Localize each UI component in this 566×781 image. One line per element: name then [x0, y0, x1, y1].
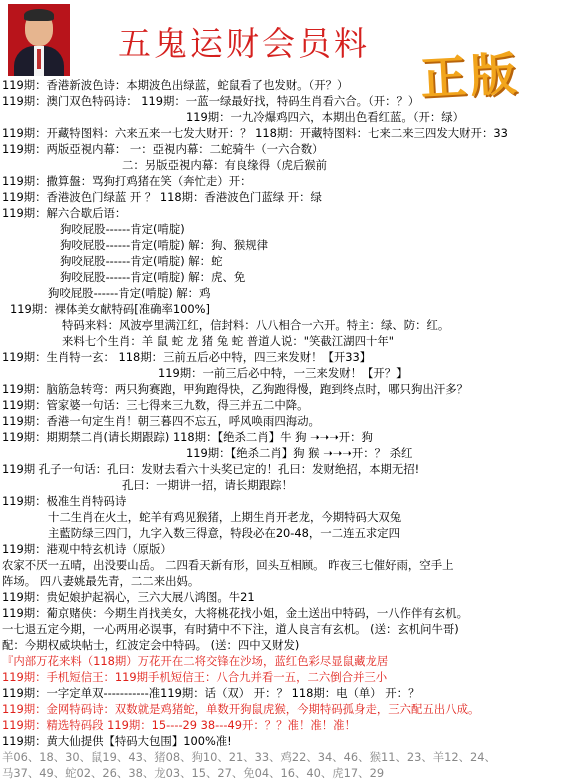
text-line: 119期：香港新波色诗：本期波色出绿蓝，蛇鼠看了也发财。（开？） [2, 78, 349, 92]
text-line: 狗咬屁股------肯定(啃腚) 解：虎、免 [60, 270, 246, 284]
text-line: 119期：裸体美女献特码[准确率100%] [10, 302, 210, 316]
text-line: 十二生肖在火土，蛇羊有鸡见猴猪，上期生肖开老龙，今期特码大双兔 [48, 510, 402, 524]
text-line: 来料七个生肖：羊 鼠 蛇 龙 猪 兔 蛇 普道人说："笑截江湖四十年" [62, 334, 394, 348]
text-line: 119期：撒算盤：骂狗打鸡猪在笑（奔忙走）开： [2, 174, 252, 188]
text-line: 二：另版亞視内幕：有良缘得（虎后猴前 [122, 158, 328, 172]
text-line: 119期：葡京赌侠：今期生肖找美女，大将桃花找小姐，金土送出中特码，一八作伴有玄机。 [2, 606, 468, 620]
page-title: 五鬼运财会员料 [118, 24, 370, 63]
text-line: 119期：精选特码段 119期：15----29 38---49开：？？准！准！准！ [2, 718, 356, 732]
text-line: 主藍防绿三四门，九字入数三得意，特段必在20-48，一二连五求定四 [48, 526, 401, 540]
portrait-tie [37, 49, 41, 69]
text-line: 羊06、18、30、鼠19、43、猪08、狗10、21、33、鸡22、34、46、猴11、23、羊12、24、 [2, 750, 496, 764]
text-line: 119期：手机短信王：119期手机短信王：八合九并看一五，二六倒合并三小 [2, 670, 388, 684]
text-line: 一七退五定今期，一心两用必误事，有时猜中不下注，道人良言有玄机。 (送：玄机问牛哥) [2, 622, 459, 636]
text-line: 配：今期权威块帖士，红波定会中特码。 (送：四中又财发) [2, 638, 300, 652]
text-line: 119期：一九冷爆鸡四六，本期出色看红蓝。（开：绿） [186, 110, 465, 124]
text-line: 119期：黄大仙提供【特码大包围】100%准! [2, 734, 232, 748]
portrait-hair [24, 9, 54, 21]
text-line: 119期：金网特码诗：双数就是鸡猪蛇，单数开狗鼠虎猴，今期特码孤身走，三六配五出八成。 [2, 702, 480, 716]
text-line: 119期：开藏特图料：六来五来一七发大财开：？ 118期：开藏特图料：七来二来三四发大财开：33 [2, 126, 508, 140]
text-line: 农家不厌一五晴，出没要山岳。 二四看天新有形，回头互相顾。 昨夜三七催好雨，空手上 [2, 558, 454, 572]
text-line: 119期：澳门双色特码诗： 119期：一蓝一绿最好找，特码生肖看六合。（开：？） [2, 94, 420, 108]
text-line: 119期：极准生肖特码诗 [2, 494, 127, 508]
text-line: 119期：港观中特玄机诗（原版） [2, 542, 172, 556]
text-line: 119期：管家婆一句话：三七得来三九数，得三并五二中降。 [2, 398, 309, 412]
text-line: 119期：解六合歇后语： [2, 206, 127, 220]
text-line: 119期：香港波色门绿蓝 开 ？ 118期：香港波色门蓝绿 开：绿 [2, 190, 322, 204]
genuine-stamp: 正版 [418, 46, 522, 106]
text-line: 119期 孔子一句话：孔曰：发财去看六十头奖已定的！孔曰：发财绝招，本期无招! [2, 462, 420, 476]
text-line: 狗咬屁股------肯定(啃腚) 解：狗、猴规律 [60, 238, 269, 252]
text-line: 『内部万花来料（118期）万花开在二将交锋在沙场，蓝红色彩尽显鼠藏龙居 [2, 654, 389, 668]
text-line: 119期：一字定单双-----------准119期：话（双） 开：？ 118期：电（单） 开：？ [2, 686, 420, 700]
text-line: 119期：脑筋急转弯：两只狗赛跑，甲狗跑得快，乙狗跑得慢，跑到终点时，哪只狗出汗多？ [2, 382, 468, 396]
text-line: 119期：【绝杀二肖】狗 猴 ➝➝➝开：？ 杀红 [186, 446, 413, 460]
text-line: 119期：期期禁二肖(请长期跟踪) 118期：【绝杀二肖】牛 狗 ➝➝➝开：狗 [2, 430, 373, 444]
text-line: 特码来料：风波亭里满江红，信封料：八八相合一六开。特主：绿、防：红。 [62, 318, 450, 332]
text-line: 119期：生肖特一玄： 118期：三前五后必中特，四三来发财！【开33】 [2, 350, 372, 364]
text-line: 119期：一前三后必中特，一三来发财！【开？】 [158, 366, 408, 380]
text-line: 狗咬屁股------肯定(啃腚) [60, 222, 185, 236]
text-line: 狗咬屁股------肯定(啃腚) 解：鸡 [48, 286, 211, 300]
text-line: 119期：香港一句定生肖！朝三暮四不忘五，呼风唤雨四海动。 [2, 414, 320, 428]
text-line: 阵场。 四八妻姚最先青，二二来出妈。 [2, 574, 200, 588]
text-line: 119期：贵妃娘护起祸心，三六大展八鸿图。牛21 [2, 590, 255, 604]
text-line: 119期：两版亞視内幕： 一：亞視内幕：二蛇骑牛（一六合数） [2, 142, 324, 156]
text-line: 狗咬屁股------肯定(啃腚) 解：蛇 [60, 254, 223, 268]
portrait-photo [8, 4, 70, 76]
text-line: 孔曰：一期讲一招，请长期跟踪！ [122, 478, 293, 492]
text-line: 马37、49、蛇02、26、38、龙03、15、27、免04、16、40、虎17、29 [2, 766, 385, 780]
